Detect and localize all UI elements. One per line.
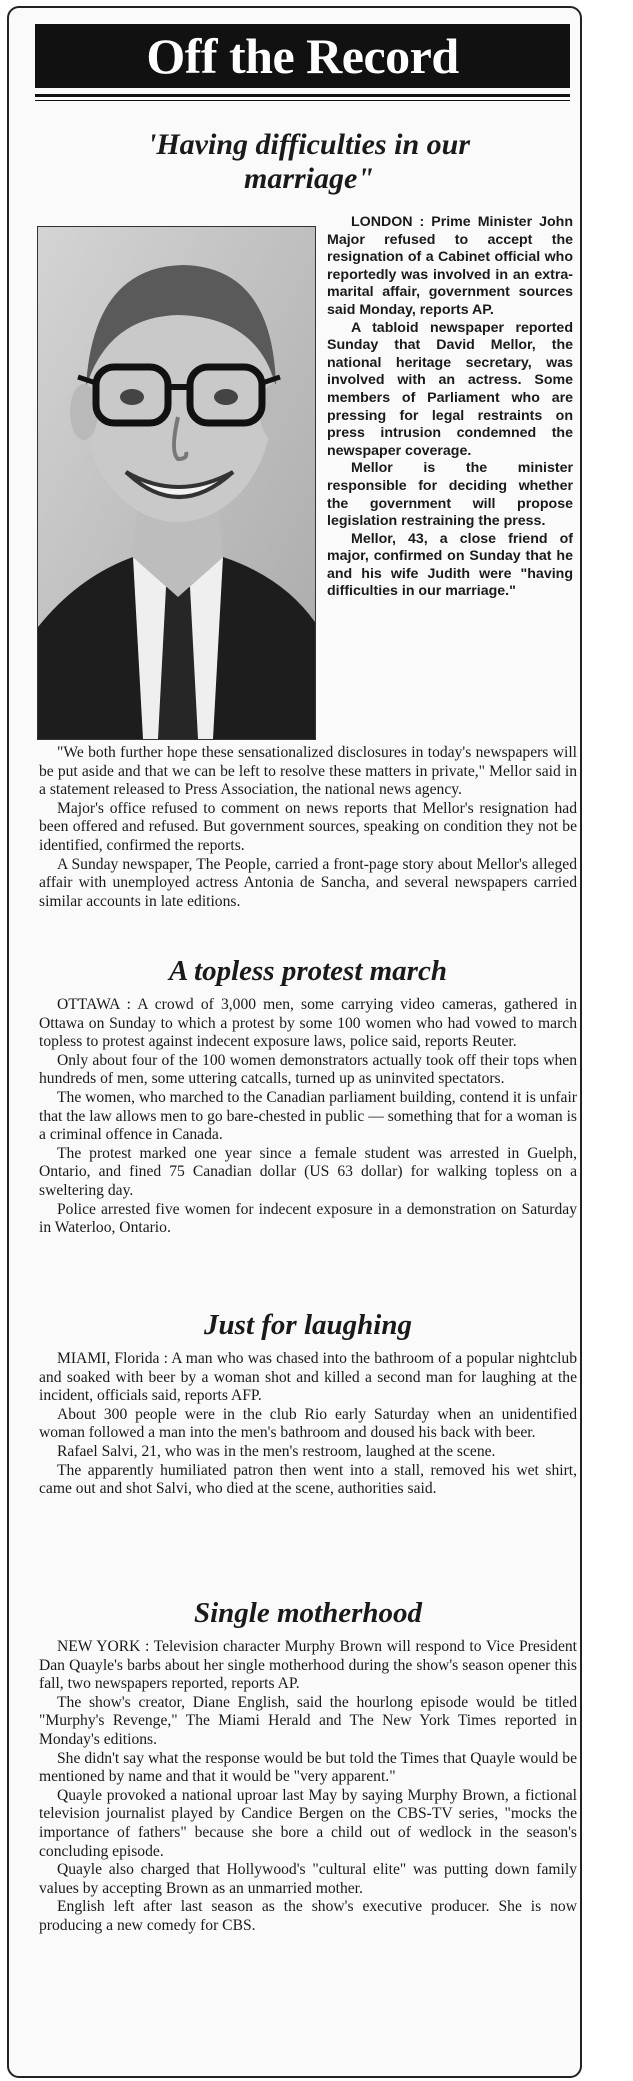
story4-paragraph: NEW YORK : Television character Murphy Brown will respond to Vice President Dan Quayle's barbs about her single motherhood during the show's season opener this fall, two newspapers reported, reports AP. — [39, 1638, 577, 1693]
story2-paragraph: Only about four of the 100 women demonstrators actually took off their tops when hundreds of men, some uttering catcalls, turned up as uninvited spectators. — [39, 1051, 577, 1088]
story3-paragraph: Rafael Salvi, 21, who was in the men's restroom, laughed at the scene. — [57, 1442, 496, 1460]
story3-headline: Just for laughing — [204, 1309, 412, 1341]
story2-paragraph: OTTAWA : A crowd of 3,000 men, some carrying video cameras, gathered in Ottawa on Sunday to which a protest by some 100 women who had vowed to march topless to protest against indecent exposure laws, police said, reports Reuter. — [39, 996, 577, 1051]
story2-body — [39, 996, 577, 1238]
portrait-icon — [38, 227, 315, 739]
story4-paragraph: The show's creator, Diane English, said the hourlong episode would be titled "Murphy's Revenge," The Miami Herald and The New York Times reported in Monday's editions. — [39, 1693, 577, 1748]
story1-side-paragraph: Mellor, 43, a close friend of major, confirmed on Sunday that he and his wife Judith were "having difficulties in our marriage." — [327, 530, 573, 600]
story1-paragraph: Major's office refused to comment on news reports that Mellor's resignation had been offered and refused. But government sources, speaking on condition they not be identified, confirmed the reports. — [39, 799, 577, 854]
masthead-rule — [35, 94, 570, 97]
newspaper-clipping — [7, 6, 582, 2078]
story4-headline: Single motherhood — [193, 1597, 423, 1629]
story4-body — [39, 1638, 577, 1936]
story1-paragraph: A Sunday newspaper, The People, carried a front-page story about Mellor's alleged affair with unemployed actress Antonia de Sancha, and several newspapers carried similar accounts in late editions. — [39, 855, 577, 910]
story2-headline: A topless protest march — [169, 955, 447, 987]
column-title: Off the Record — [35, 24, 570, 88]
story1-side-column — [327, 214, 573, 601]
story1-headline: 'Having difficulties in our marriage" — [148, 128, 470, 195]
story3-paragraph: MIAMI, Florida : A man who was chased into the bathroom of a popular nightclub and soaked with beer by a woman shot and killed a second man for laughing at the incident, officials said, reports AFP. — [39, 1350, 577, 1405]
story3-paragraph: The apparently humiliated patron then went into a stall, removed his wet shirt, came out and shot Salvi, who died at the scene, authorities said. — [39, 1461, 577, 1498]
john-major-portrait-photo — [37, 226, 316, 740]
story3-paragraph: About 300 people were in the club Rio early Saturday when an unidentified woman followed a man into the men's bathroom and doused his back with beer. — [39, 1405, 577, 1442]
story3-body — [39, 1350, 577, 1499]
masthead-rule-thin — [35, 100, 570, 101]
story2-paragraph: The protest marked one year since a female student was arrested in Guelph, Ontario, and fined 75 Canadian dollar (US 63 dollar) for walking topless on a sweltering day. — [39, 1144, 577, 1199]
story1-body — [39, 744, 577, 911]
story2-paragraph: Police arrested five women for indecent exposure in a demonstration on Saturday in Waterloo, Ontario. — [39, 1200, 577, 1237]
story4-paragraph: Quayle provoked a national uproar last May by saying Murphy Brown, a fictional television journalist played by Candice Bergen on the CBS-TV series, "mocks the importance of fathers" because she bore a child out of wedlock in the season's concluding episode. — [39, 1786, 577, 1860]
story4-paragraph: Quayle also charged that Hollywood's "cultural elite" was putting down family values by accepting Brown as an unmarried mother. — [39, 1861, 577, 1897]
story4-paragraph: English left after last season as the show's executive producer. She is now producing a new comedy for CBS. — [39, 1898, 577, 1934]
story1-side-paragraph: Mellor is the minister responsible for deciding whether the government will propose legislation restraining the press. — [327, 460, 573, 530]
story4-paragraph: She didn't say what the response would be but told the Times that Quayle would be mentioned by name and that it would be "very apparent." — [39, 1749, 577, 1786]
story1-side-paragraph: LONDON : Prime Minister John Major refused to accept the resignation of a Cabinet official who reportedly was involved in an extra-marital affair, government sources said Monday, reports AP. — [327, 214, 573, 318]
story1-side-paragraph: A tabloid newspaper reported Sunday that David Mellor, the national heritage secretary, was involved with an actress. Some members of Parliament who are pressing for legal restraints on press intrusion condemned the newspaper coverage. — [327, 319, 573, 459]
story1-paragraph: "We both further hope these sensationalized disclosures in today's newspapers will be put aside and that we can be left to resolve these matters in private," Mellor said in a statement released to Press Association, the national news agency. — [39, 744, 577, 799]
story2-paragraph: The women, who marched to the Canadian parliament building, contend it is unfair that the law allows men to go bare-chested in public — something that for a woman is a criminal offence in Canada. — [39, 1088, 577, 1144]
